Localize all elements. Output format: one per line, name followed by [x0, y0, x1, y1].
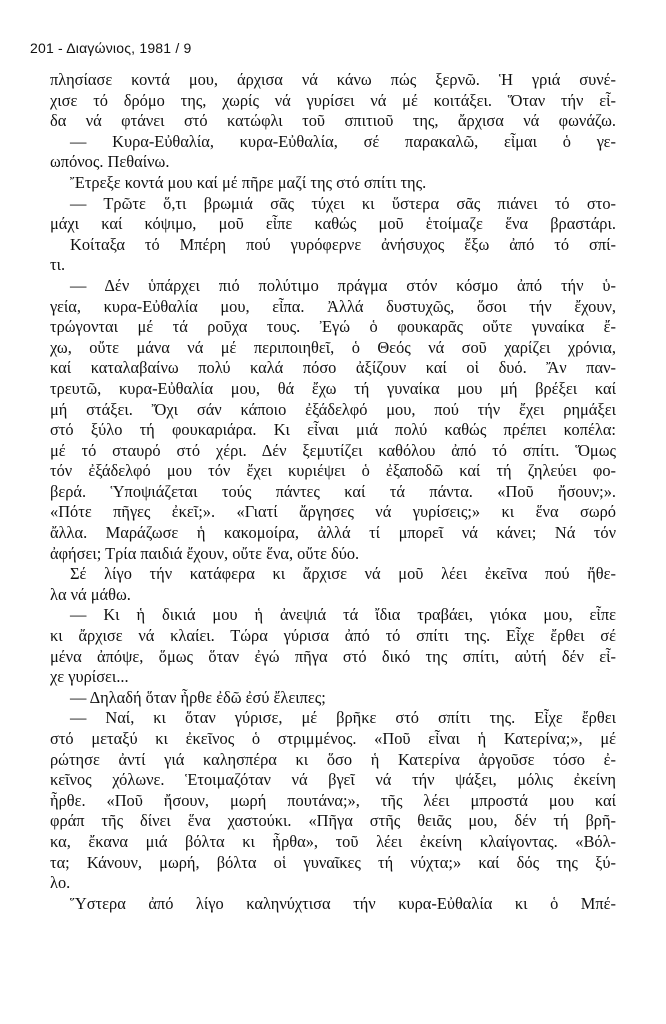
text-line: δα νά φτάνει στό κατώφλι τοῦ σπιτιοῦ της, ἄρχισα νά φωνάζω. [50, 111, 616, 131]
body-text [50, 70, 616, 914]
text-line: ἄλλα. Μαράζωσε ἡ κακομοίρα, ἀλλά τί μπορεῖ νά κάνει; Νά τόν [50, 523, 616, 543]
text-line: «Πότε πῆγες ἐκεῖ;». «Γιατί ἄργησες νά γυρίσεις;» κι ἕνα σωρό [50, 502, 616, 522]
text-line: χε γυρίσει... [50, 667, 129, 687]
text-line: κα, ἔκανα μιά βόλτα κι ἦρθα», τοῦ λέει ἐκείνη κλαίγοντας. «Βόλ- [50, 831, 616, 851]
text-line: μένα ἀπόψε, ὅμως ὅταν ἐγώ πῆγα στό δικό της σπίτι, αὐτή δέν εἶ- [50, 646, 616, 666]
text-line: — Κι ἡ δικιά μου ἡ ἀνεψιά τά ἴδια τραβάει, γιόκα μου, εἶπε [70, 605, 616, 625]
text-line: λο. [50, 873, 71, 893]
text-line: χω, οὔτε μάνα νά μέ περιποιηθεῖ, ὁ Θεός νά σοῦ χαρίζει χρόνια, [50, 337, 616, 357]
text-line: Ἔτρεξε κοντά μου καί μέ πῆρε μαζί της στό σπίτι της. [70, 172, 427, 192]
text-line: — Κυρα-Εὐθαλία, κυρα-Εὐθαλία, σέ παρακαλῶ, εἶμαι ὁ γε- [70, 131, 616, 151]
text-line: — Δέν ὑπάρχει πιό πολύτιμο πράγμα στόν κόσμο ἀπό τήν ὑ- [70, 275, 616, 295]
text-line: Σέ λίγο τήν κατάφερα κι ἄρχισε νά μοῦ λέει ἐκεῖνα πού ἤθε- [70, 564, 616, 584]
text-line: τα; Κάνουν, μωρή, βόλτα οἱ γυναῖκες τή νύχτα;» καί δός της ξύ- [50, 852, 616, 872]
text-line: τρώγονται μέ τά ροῦχα τους. Ἐγώ ὁ φουκαρᾶς οὔτε γυναίκα ἔ- [50, 317, 616, 337]
text-line: τι. [50, 255, 66, 275]
text-line: τόν ἐξάδελφό μου τόν ἔχει κυριέψει ὁ ἐξαποδῶ καί τή ζηλεύει φο- [50, 461, 616, 481]
text-line: — Ναί, κι ὅταν γύρισε, μέ βρῆκε στό σπίτι της. Εἶχε ἔρθει [70, 708, 616, 728]
text-line: βερά. Ὑποψιάζεται τούς πάντες καί τά πάντα. «Ποῦ ἤσουν;». [50, 481, 616, 501]
text-line: Ὕστερα ἀπό λίγο καληνύχτισα τήν κυρα-Εὐθαλία κι ὁ Μπέ- [70, 893, 616, 913]
text-line: κι ἄρχισε νά κλαίει. Τώρα γύρισα ἀπό τό σπίτι της. Εἶχε ἔρθει σέ [50, 626, 616, 646]
text-line: μή στάξει. Ὄχι σάν κάποιο ἐξάδελφό μου, πού τήν ἔχει ρημάξει [50, 399, 616, 419]
text-line: μέ τό σταυρό στό χέρι. Δέν ξεμυτίζει καθόλου ἀπό τό σπίτι. Ὅμως [50, 440, 616, 460]
text-line: φράπ τῆς δίνει ἕνα χαστούκι. «Πῆγα στῆς θειᾶς μου, δέν τή βρῆ- [50, 811, 616, 831]
text-line: γεία, κυρα-Εὐθαλία μου, εἶπα. Ἀλλά δυστυχῶς, ὅσοι τήν ἔχουν, [50, 296, 616, 316]
text-line: καί καταλαβαίνω πολύ καλά πόσο ἀξίζουν καί οἱ δυό. Ἄν παν- [50, 358, 616, 378]
running-head: 201 - Διαγώνιος, 1981 / 9 [30, 40, 192, 56]
text-line: στό ξύλο τή φουκαριάρα. Κι εἶναι μιά πολύ καθώς πρέπει κοπέλα: [50, 420, 616, 440]
text-line: — Δηλαδή ὅταν ἦρθε ἐδῶ ἐσύ ἔλειπες; [70, 687, 326, 707]
text-line: λα νά μάθω. [50, 584, 131, 604]
text-line: Κοίταξα τό Μπέρη πού γυρόφερνε ἀνήσυχος ἔξω ἀπό τό σπί- [70, 234, 616, 254]
text-line: στό μεταξύ κι ἐκεῖνος ὁ στριμμένος. «Ποῦ εἶναι ἡ Κατερίνα;», μέ [50, 729, 616, 748]
text-line: χισε τό δρόμο της, χωρίς νά γυρίσει νά μέ κοιτάξει. Ὅταν τήν εἶ- [50, 90, 616, 110]
text-line: ἀφήσει; Τρία παιδιά ἔχουν, οὔτε ἕνα, οὔτε δύο. [50, 543, 360, 563]
text-line: τρευτῶ, κυρα-Εὐθαλία μου, θά ἔχω τή γυναίκα μου μή βρέξει καί [50, 378, 616, 398]
text-line: — Τρῶτε ὅ,τι βρωμιά σᾶς τύχει κι ὕστερα σᾶς πιάνει τό στο- [70, 193, 616, 213]
text-line: ωπόνος. Πεθαίνω. [50, 152, 170, 172]
text-line: μάχι καί κόψιμο, μοῦ εἶπε καθώς μοῦ ἑτοίμαζε ἕνα βραστάρι. [50, 214, 616, 234]
text-line: κεῖνος χόλωνε. Ἑτοιμαζόταν νά βγεῖ νά τήν ψάξει, μόλις ἐκείνη [50, 770, 616, 790]
text-line: πλησίασε κοντά μου, άρχισα νά κάνω πώς ξερνῶ. Ἡ γριά συνέ- [50, 70, 616, 89]
text-line: ρώτησε ἀντί γιά καλησπέρα κι ὅσο ἡ Κατερίνα ἀργοῦσε τόσο ἐ- [50, 749, 616, 769]
text-line: ἦρθε. «Ποῦ ἤσουν, μωρή πουτάνα;», τῆς λέει μπροστά μου καί [50, 790, 616, 810]
